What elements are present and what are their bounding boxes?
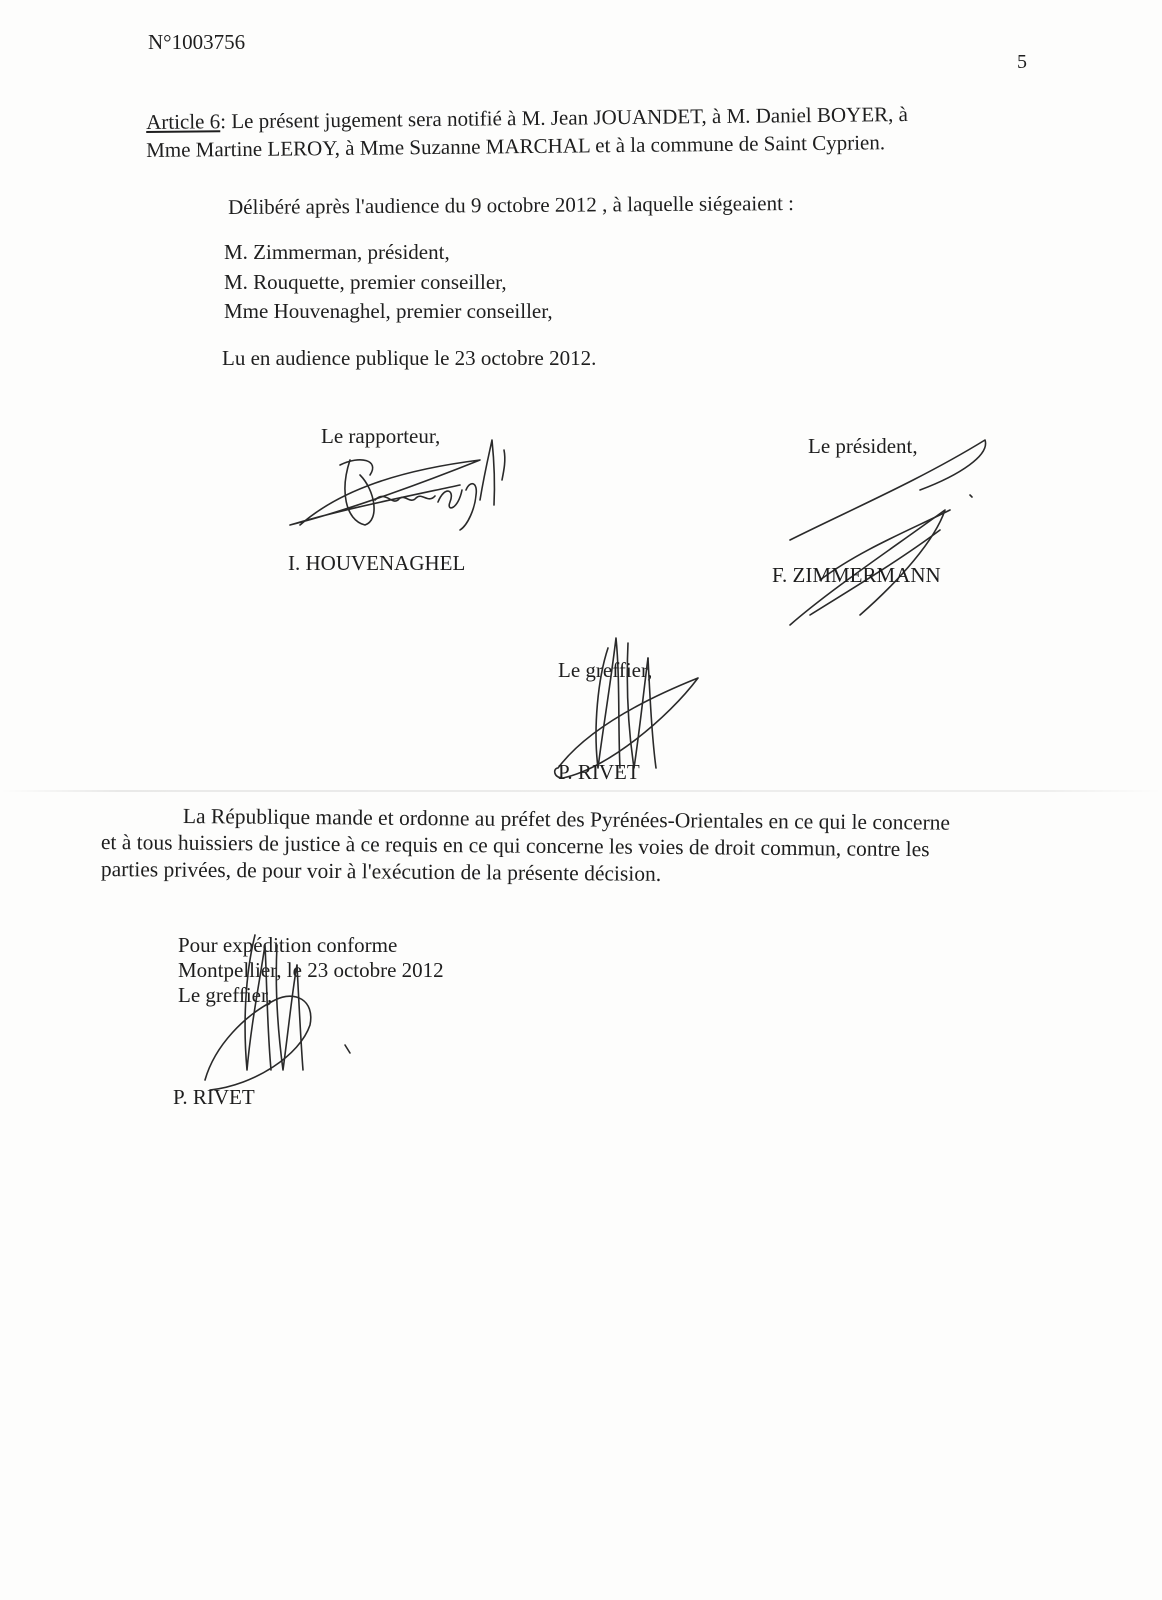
- deliberation-intro: Délibéré après l'audience du 9 octobre 2012 , à laquelle siégeaient :: [228, 191, 795, 219]
- greffier-name: P. RIVET: [558, 760, 640, 784]
- executory-line2: et à tous huissiers de justice à ce requis en ce qui concerne les voies de droit commun, contre les: [100, 830, 930, 862]
- president-name: F. ZIMMERMANN: [772, 563, 941, 587]
- member-3: Mme Houvenaghel, premier conseiller,: [224, 299, 553, 323]
- rapporteur-signature: [280, 430, 520, 560]
- rapporteur-role: Le rapporteur,: [321, 424, 441, 448]
- president-signature: [760, 430, 1000, 630]
- member-1: M. Zimmerman, président,: [224, 240, 450, 264]
- executory-line1: La République mande et ordonne au préfet des Pyrénées-Orientales en ce qui le concerne: [182, 804, 951, 835]
- public-reading: Lu en audience publique le 23 octobre 2012.: [222, 346, 597, 370]
- article6-line1-text: : Le présent jugement sera notifié à M. Jean JOUANDET, à M. Daniel BOYER, à: [220, 102, 909, 134]
- certification-line3: Le greffier,: [178, 983, 273, 1007]
- greffier-role: Le greffier,: [558, 658, 653, 682]
- page-number: 5: [1017, 51, 1027, 73]
- article6-label: Article 6: [146, 109, 221, 134]
- article6-line2: Mme Martine LEROY, à Mme Suzanne MARCHAL et à la commune de Saint Cyprien.: [146, 130, 886, 162]
- certification-name: P. RIVET: [173, 1085, 255, 1109]
- article6-line1: [146, 102, 908, 135]
- executory-line3: parties privées, de pour voir à l'exécution de la présente décision.: [100, 857, 662, 886]
- page-fold-line: [0, 790, 1162, 792]
- case-number: N°1003756: [148, 30, 246, 54]
- certification-line1: Pour expédition conforme: [178, 933, 398, 957]
- president-role: Le président,: [808, 434, 918, 458]
- certification-line2: Montpellier, le 23 octobre 2012: [178, 958, 444, 982]
- rapporteur-name: I. HOUVENAGHEL: [288, 551, 466, 575]
- certification-signature: [185, 905, 365, 1105]
- member-2: M. Rouquette, premier conseiller,: [224, 270, 507, 294]
